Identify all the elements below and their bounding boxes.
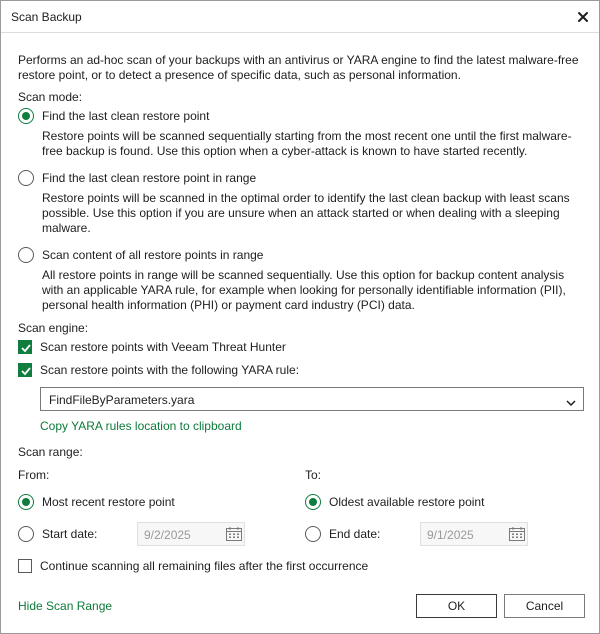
copy-yara-location-link[interactable]: Copy YARA rules location to clipboard: [40, 419, 242, 433]
yara-rule-select[interactable]: [40, 387, 584, 411]
yara-rule-value: FindFileByParameters.yara: [49, 393, 195, 407]
intro-text: Performs an ad-hoc scan of your backups with an antivirus or YARA engine to find the latest malware-free restore point, or to detect a presence of specific data, such as personal information.: [18, 53, 579, 82]
scan-mode-radio-scan-all[interactable]: [18, 247, 34, 263]
from-most-recent-radio[interactable]: [18, 494, 34, 510]
end-date-picker[interactable]: [420, 522, 528, 546]
start-date-picker[interactable]: [137, 522, 245, 546]
dialog-title: Scan Backup: [11, 10, 82, 24]
cancel-button[interactable]: Cancel: [504, 594, 585, 618]
start-date-label[interactable]: Start date:: [42, 527, 98, 541]
end-date-label[interactable]: End date:: [329, 527, 381, 541]
from-most-recent-label[interactable]: Most recent restore point: [42, 495, 175, 509]
scan-mode-option-description: Restore points will be scanned sequentially starting from the most recent one until the first malware-free backup is found. Use this option when a cyber-attack is known to have started recently.: [42, 129, 572, 158]
chevron-down-icon: [566, 396, 576, 410]
close-icon[interactable]: [573, 8, 593, 26]
end-date-value: 9/1/2025: [427, 528, 474, 542]
scan-mode-option-label[interactable]: Scan content of all restore points in range: [42, 248, 264, 262]
yara-rule-checkbox[interactable]: [18, 363, 32, 377]
scan-mode-option-label[interactable]: Find the last clean restore point in range: [42, 171, 257, 185]
calendar-icon[interactable]: [225, 526, 243, 545]
threat-hunter-checkbox[interactable]: [18, 340, 32, 354]
scan-mode-option-description: Restore points will be scanned in the optimal order to identify the last clean backup with least scans possible. Use this option if you are unsure when an attack started or when dealing with a sleeping malware.: [42, 191, 570, 235]
hide-scan-range-link[interactable]: Hide Scan Range: [18, 599, 113, 613]
scan-engine-label: Scan engine:: [18, 321, 89, 335]
start-date-value: 9/2/2025: [144, 528, 191, 542]
from-start-date-radio[interactable]: [18, 526, 34, 542]
title-bar: [1, 1, 599, 33]
to-end-date-radio[interactable]: [305, 526, 321, 542]
scan-mode-radio-last-clean[interactable]: [18, 108, 34, 124]
scan-mode-option-description: All restore points in range will be scanned sequentially. Use this option for backup content analysis with an applicable YARA rule, for example when looking for personally identifiable information (PII), personal health information (PHI) or payment card industry (PCI) data.: [42, 268, 566, 312]
ok-button[interactable]: OK: [416, 594, 497, 618]
yara-rule-label[interactable]: Scan restore points with the following YARA rule:: [40, 363, 300, 377]
scan-range-label: Scan range:: [18, 445, 83, 459]
to-oldest-label[interactable]: Oldest available restore point: [329, 495, 485, 509]
scan-mode-option-label[interactable]: Find the last clean restore point: [42, 109, 210, 123]
continue-scanning-checkbox[interactable]: [18, 559, 32, 573]
scan-mode-radio-last-clean-range[interactable]: [18, 170, 34, 186]
scan-mode-label: Scan mode:: [18, 90, 83, 104]
to-oldest-radio[interactable]: [305, 494, 321, 510]
from-label: From:: [18, 468, 50, 482]
continue-scanning-label[interactable]: Continue scanning all remaining files after the first occurrence: [40, 559, 369, 573]
to-label: To:: [305, 468, 322, 482]
threat-hunter-label[interactable]: Scan restore points with Veeam Threat Hunter: [40, 340, 286, 354]
calendar-icon[interactable]: [508, 526, 526, 545]
